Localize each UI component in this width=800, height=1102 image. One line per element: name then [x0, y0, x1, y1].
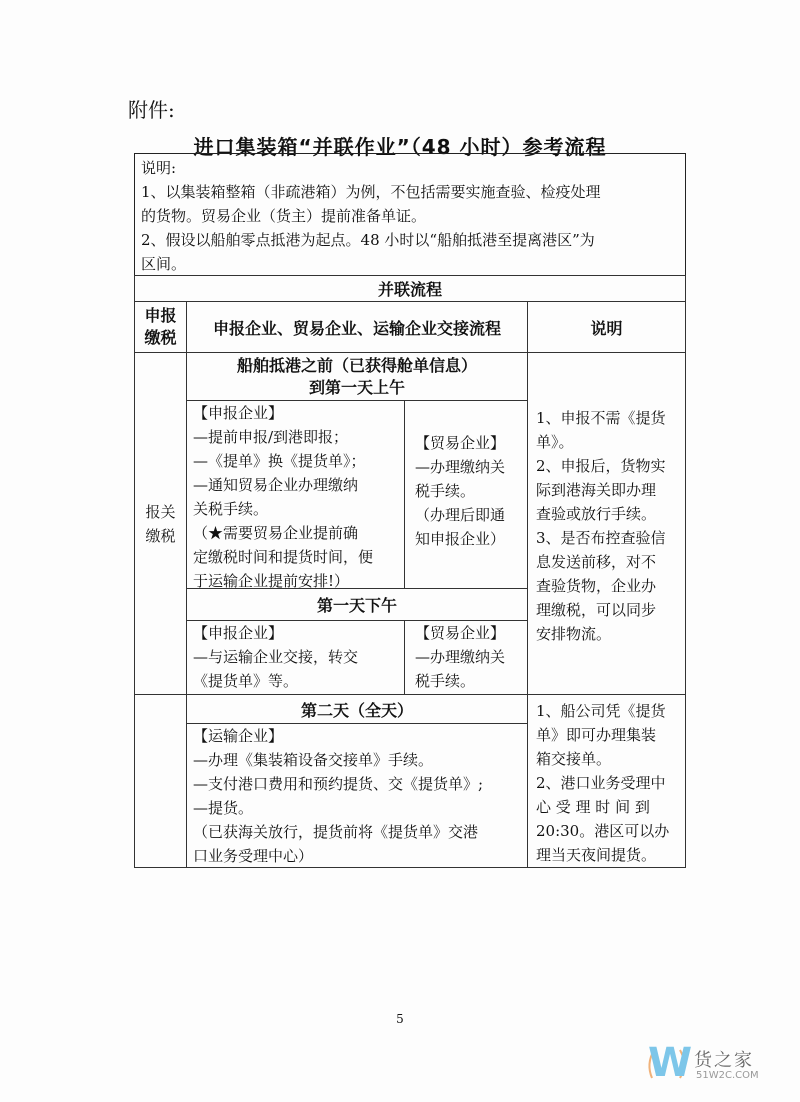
text-line: 税手续。: [415, 482, 476, 500]
text-line: 【贸易企业】: [415, 624, 506, 642]
text-line: 口业务受理中心）: [193, 847, 314, 865]
text-line: 2、港口业务受理中: [536, 774, 666, 792]
logo-letter: W: [648, 1040, 693, 1086]
text-line: 单》。: [536, 433, 574, 451]
phase1-line: 到第一天上午: [308, 377, 405, 397]
text-line: 心 受 理 时 间 到: [536, 798, 650, 816]
process-table: [134, 275, 686, 868]
intro-line: 2、假设以船舶零点抵港为起点。48 小时以“船舶抵港至提离港区”为: [141, 231, 595, 249]
intro-line: 1、以集装箱整箱（非疏港箱）为例，不包括需要实施查验、检疫处理: [141, 183, 601, 201]
declarant-block-2: [186, 620, 405, 695]
customs-label-line: 缴税: [145, 526, 176, 545]
col-header-declare-tax: [134, 301, 187, 353]
text-line: —办理《集装箱设备交接单》手续。: [193, 751, 434, 769]
text-line: （办理后即通: [415, 506, 506, 524]
day2-notes-cell: [527, 694, 686, 868]
text-line: 1、申报不需《提货: [536, 409, 666, 427]
section-title: 并联流程: [134, 275, 686, 302]
text-line: 关税手续。: [193, 500, 269, 518]
intro-box: [134, 153, 686, 276]
day2-label-cell: [134, 694, 187, 868]
text-line: 际到港海关即办理: [536, 481, 657, 499]
trader-text: [415, 431, 521, 551]
phase2-heading: 第一天下午: [186, 588, 528, 621]
page-number: 5: [396, 1012, 404, 1026]
col-header-line: 缴税: [144, 328, 177, 347]
text-line: 单》即可办理集装: [536, 726, 657, 744]
text-line: 【运输企业】: [193, 727, 284, 745]
phase1-line: 船舶抵港之前（已获得舱单信息）: [236, 355, 477, 375]
customs-label-line: 报关: [145, 502, 176, 521]
day2-heading: 第二天（全天）: [186, 694, 528, 724]
text-line: —《提单》换《提货单》；: [193, 452, 366, 470]
text-line: 【贸易企业】: [415, 434, 506, 452]
transport-text: [193, 724, 521, 868]
customs-notes-cell: [527, 352, 686, 695]
text-line: 定缴税时间和提货时间，便: [193, 548, 374, 566]
attachment-label: 附件:: [128, 98, 175, 122]
declarant-block-1: [186, 400, 405, 589]
col-header-line: 申报: [144, 306, 177, 325]
text-line: （★需要贸易企业提前确: [193, 524, 359, 542]
text-line: 【申报企业】: [193, 404, 284, 422]
customs-label-cell: [134, 352, 187, 695]
declarant-text: [193, 401, 398, 593]
text-line: （已获海关放行，提货前将《提货单》交港: [193, 823, 479, 841]
text-line: 20:30。港区可以办: [536, 822, 670, 840]
text-line: 安排物流。: [536, 625, 612, 643]
text-line: —提前申报/到港即报；: [193, 428, 349, 446]
transport-block: [186, 723, 528, 868]
text-line: 知申报企业）: [415, 530, 506, 548]
logo-brand: 货之家: [694, 1050, 754, 1071]
trader-text: [415, 621, 521, 693]
intro-line: 区间。: [141, 255, 187, 273]
text-line: 理当天夜间提货。: [536, 846, 657, 864]
col-header-process: 申报企业、贸易企业、运输企业交接流程: [186, 301, 528, 353]
text-line: 查验货物，企业办: [536, 577, 657, 595]
col-header-notes: 说明: [527, 301, 686, 353]
text-line: 理缴税，可以同步: [536, 601, 657, 619]
logo-site: 51W2C.COM: [696, 1070, 759, 1081]
customs-notes-text: [536, 406, 679, 646]
text-line: —办理缴纳关: [415, 458, 506, 476]
text-line: —支付港口费用和预约提货、交《提货单》;: [193, 775, 484, 793]
text-line: —通知贸易企业办理缴纳: [193, 476, 359, 494]
trader-block-1: [404, 400, 528, 589]
declarant-text: [193, 621, 398, 693]
intro-line: 的货物。贸易企业（货主）提前准备单证。: [141, 207, 427, 225]
text-line: —提货。: [193, 799, 254, 817]
watermark-logo: [648, 1040, 788, 1090]
text-line: 3、是否布控查验信: [536, 529, 666, 547]
text-line: 《提货单》等。: [193, 672, 299, 690]
text-line: 税手续。: [415, 672, 476, 690]
trader-block-2: [404, 620, 528, 695]
text-line: 1、船公司凭《提货: [536, 702, 666, 720]
phase1-heading: [186, 352, 528, 401]
text-line: 查验或放行手续。: [536, 505, 657, 523]
text-line: —办理缴纳关: [415, 648, 506, 666]
day2-notes-text: [536, 699, 679, 867]
document-title: 进口集装箱“并联作业”（48 小时）参考流程: [193, 135, 607, 159]
intro-text: [141, 156, 679, 276]
text-line: 2、申报后，货物实: [536, 457, 666, 475]
text-line: 息发送前移，对不: [536, 553, 657, 571]
text-line: 箱交接单。: [536, 750, 612, 768]
text-line: —与运输企业交接，转交: [193, 648, 359, 666]
intro-line: 说明:: [141, 159, 177, 177]
text-line: 于运输企业提前安排!）: [193, 572, 350, 590]
text-line: 【申报企业】: [193, 624, 284, 642]
